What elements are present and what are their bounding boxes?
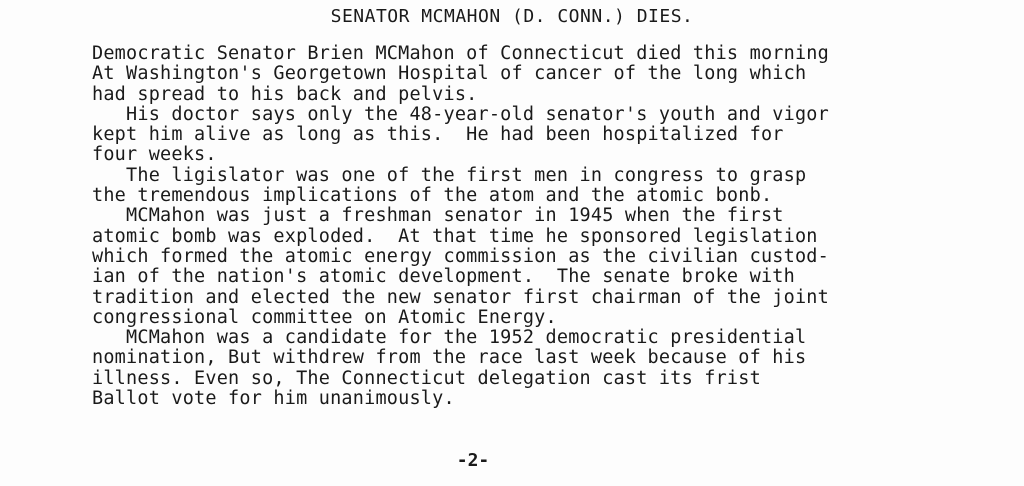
text-line: MCMahon was just a freshman senator in 1945 when the first — [92, 205, 784, 227]
text-line: At Washington's Georgetown Hospital of cancer of the long which — [92, 63, 807, 85]
text-line: the tremendous implications of the atom and the atomic bonb. — [92, 185, 773, 207]
page-number: -2- — [456, 450, 490, 471]
text-line: The ligislator was one of the first men in congress to grasp — [92, 164, 807, 186]
text-line: ian of the nation's atomic development. The senate broke with — [92, 266, 795, 288]
text-line: which formed the atomic energy commission as the civilian custod- — [92, 245, 829, 267]
text-line: His doctor says only the 48-year-old senator's youth and vigor — [92, 103, 829, 125]
text-line: tradition and elected the new senator first chairman of the joint — [92, 286, 829, 308]
text-line: atomic bomb was exploded. At that time he sponsored legislation — [92, 225, 818, 247]
text-line: had spread to his back and pelvis. — [92, 83, 478, 105]
text-line: Ballot vote for him unanimously. — [92, 388, 455, 410]
text-line: Democratic Senator Brien MCMahon of Connecticut died this morning — [92, 43, 829, 64]
page-title: SENATOR MCMAHON (D. CONN.) DIES. — [330, 6, 694, 27]
text-line: illness. Even so, The Connecticut delegation cast its frist — [92, 367, 761, 389]
text-line: nomination, But withdrew from the race last week because of his — [92, 347, 807, 369]
text-line: kept him alive as long as this. He had been hospitalized for — [92, 124, 784, 146]
text-line: four weeks. — [92, 144, 217, 166]
text-line: MCMahon was a candidate for the 1952 democratic presidential — [92, 327, 807, 349]
article-body — [92, 44, 992, 409]
text-line: congressional committee on Atomic Energy. — [92, 306, 557, 328]
